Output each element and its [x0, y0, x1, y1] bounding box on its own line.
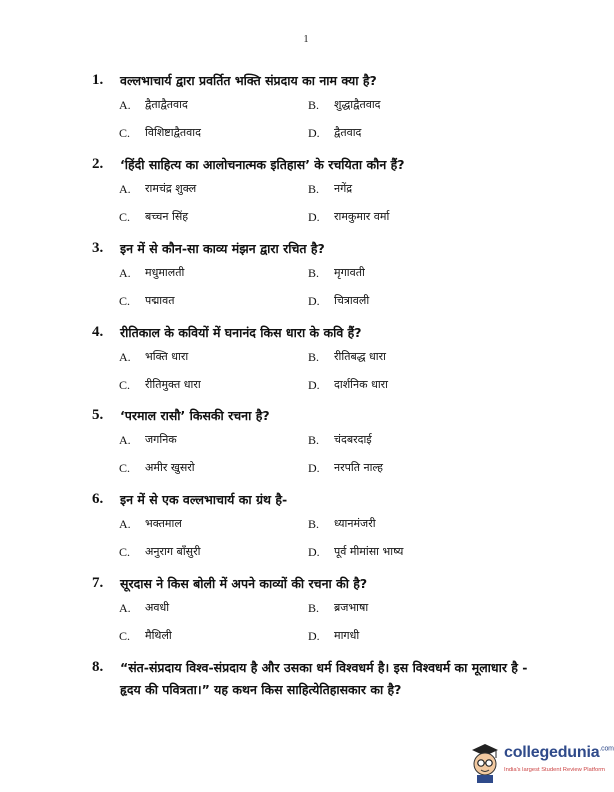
question-3 — [92, 238, 532, 320]
question-number: 8. — [92, 659, 104, 675]
option-b: B. चंदबरदाई — [308, 433, 372, 447]
question-number: 7. — [92, 575, 104, 591]
question-text: सूरदास ने किस बोली में अपने काव्यों की रचना की है? — [120, 576, 368, 591]
graduate-mascot-icon — [468, 740, 502, 784]
option-c: C. रीतिमुक्त धारा — [119, 378, 201, 392]
option-c: C. मैथिली — [119, 629, 172, 643]
option-c: C. बच्चन सिंह — [119, 210, 189, 224]
question-1 — [92, 70, 532, 152]
option-c: C. अमीर खुसरो — [119, 461, 195, 475]
option-a: A. अवधी — [119, 601, 170, 615]
option-d: D. पूर्व मीमांसा भाष्य — [308, 545, 404, 559]
brand-tagline: India's largest Student Review Platform — [504, 767, 605, 773]
question-number: 5. — [92, 407, 104, 423]
collegedunia-logo — [468, 740, 614, 786]
option-d: D. चित्रावली — [308, 294, 370, 308]
question-2 — [92, 154, 532, 236]
question-6 — [92, 489, 532, 571]
option-b: B. रीतिबद्ध धारा — [308, 350, 386, 364]
question-4 — [92, 322, 532, 404]
option-a: A. रामचंद्र शुक्ल — [119, 182, 197, 196]
question-text: रीतिकाल के कवियों में घनानंद किस धारा के कवि हैं? — [120, 325, 362, 340]
question-text: “संत-संप्रदाय विश्व-संप्रदाय है और उसका धर्म विश्वधर्म है। इस विश्वधर्म का मूलाधार है - हृदय की पवित्रता।” यह कथन किस साहित्येतिहासकार का है? — [120, 660, 528, 697]
question-number: 2. — [92, 156, 104, 172]
option-d: D. मागधी — [308, 629, 360, 643]
question-number: 6. — [92, 491, 104, 507]
question-8 — [92, 657, 532, 701]
option-c: C. अनुराग बाँसुरी — [119, 545, 201, 559]
brand-name: collegedunia$^{.com}$ — [504, 744, 614, 761]
question-text: इन में से एक वल्लभाचार्य का ग्रंथ है- — [120, 492, 288, 507]
question-text: इन में से कौन-सा काव्य मंझन द्वारा रचित है? — [120, 241, 325, 256]
question-number: 3. — [92, 240, 104, 256]
option-a: A. मधुमालती — [119, 266, 185, 280]
page-number: 1 — [303, 34, 309, 45]
option-d: D. दार्शनिक धारा — [308, 378, 389, 392]
option-d: D. रामकुमार वर्मा — [308, 210, 390, 224]
option-a: A. द्वैताद्वैतवाद — [119, 98, 188, 112]
option-d: D. द्वैतवाद — [308, 126, 362, 140]
option-b: B. मृगावती — [308, 266, 365, 280]
option-a: A. भक्ति धारा — [119, 350, 189, 364]
question-5 — [92, 405, 532, 487]
question-text: वल्लभाचार्य द्वारा प्रवर्तित भक्ति संप्रदाय का नाम क्या है? — [120, 73, 377, 88]
question-text: ‘परमाल रासौ’ किसकी रचना है? — [120, 408, 270, 423]
option-b: B. ब्रजभाषा — [308, 601, 369, 615]
question-number: 4. — [92, 324, 104, 340]
option-c: C. विशिष्टाद्वैतवाद — [119, 126, 201, 140]
question-7 — [92, 573, 532, 655]
question-text: ‘हिंदी साहित्य का आलोचनात्मक इतिहास’ के रचयिता कौन हैं? — [120, 157, 405, 172]
option-b: B. नगेंद्र — [308, 182, 353, 196]
option-b: B. ध्यानमंजरी — [308, 517, 376, 531]
option-c: C. पद्मावत — [119, 294, 175, 308]
option-d: D. नरपति नाल्ह — [308, 461, 384, 475]
option-a: A. भक्तमाल — [119, 517, 182, 531]
question-number: 1. — [92, 72, 104, 88]
option-b: B. शुद्धाद्वैतवाद — [308, 98, 381, 112]
option-a: A. जगनिक — [119, 433, 177, 447]
